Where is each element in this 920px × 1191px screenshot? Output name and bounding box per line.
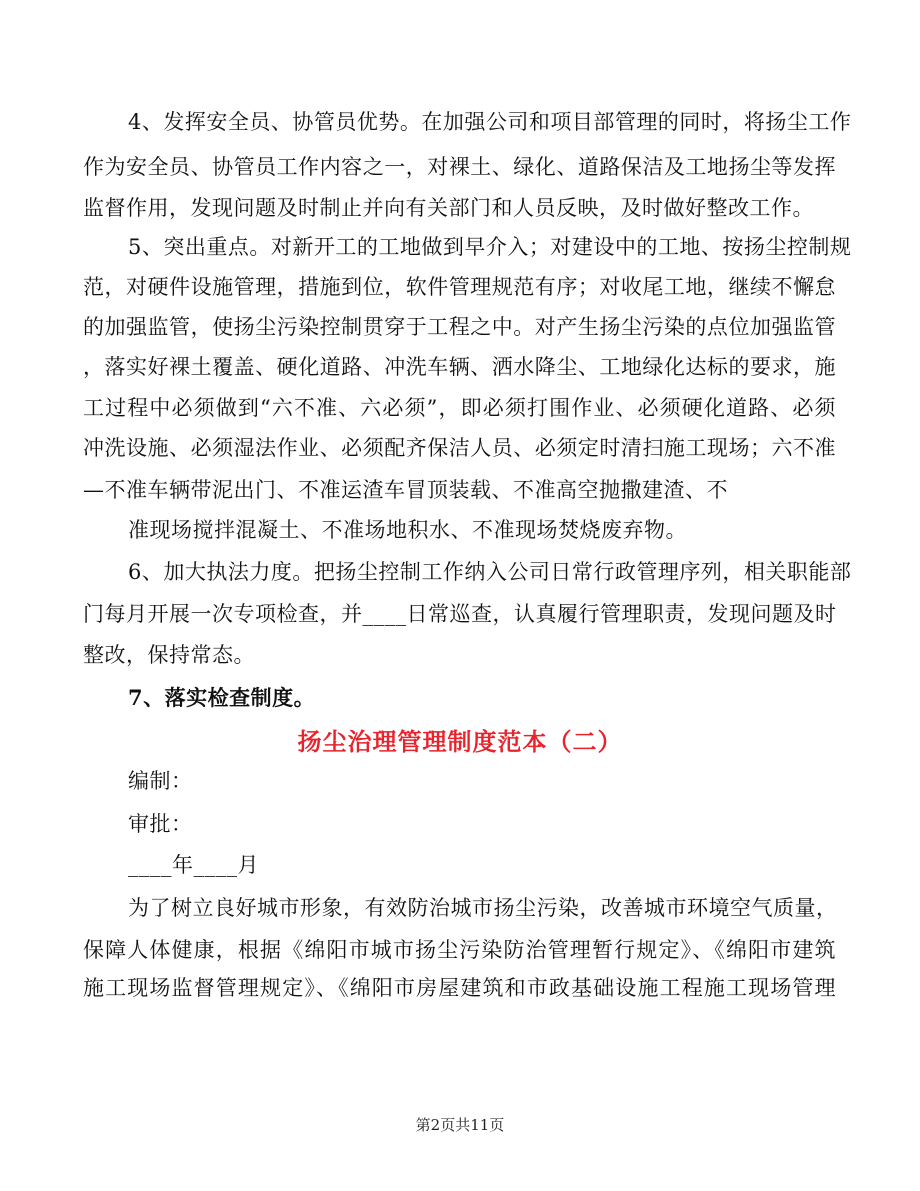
- intro-line3: 施工现场监督管理规定》、《绵阳市房屋建筑和市政基础设施工程施工现场管理: [83, 976, 836, 1000]
- item5-line4: ，落实好裸土覆盖、硬化道路、冲洗车辆、洒水降尘、工地绿化达标的要求，施: [83, 355, 836, 379]
- item4-line2: 作为安全员、协管员工作内容之一，对裸土、绿化、道路保洁及工地扬尘等发挥: [83, 155, 836, 179]
- date-line: ____年____月: [128, 853, 259, 877]
- approver-label: 审批：: [128, 812, 193, 836]
- compiler-label: 编制：: [128, 769, 193, 793]
- item5-line2: 范，对硬件设施管理，措施到位，软件管理规范有序；对收尾工地，继续不懈怠: [83, 275, 836, 299]
- item6-line3: 整改，保持常态。: [83, 643, 255, 667]
- item5-line8: 准现场搅拌混凝土、不准场地积水、不准现场焚烧废弃物。: [128, 518, 687, 542]
- item7-heading: 7、落实检查制度。: [128, 685, 316, 710]
- intro-line1: 为了树立良好城市形象，有效防治城市扬尘污染，改善城市环境空气质量，: [128, 896, 838, 920]
- item6-line2: 门每月开展一次专项检查，并____日常巡查，认真履行管理职责，发现问题及时: [83, 602, 837, 626]
- item6-line1: 6、加大执法力度。把扬尘控制工作纳入公司日常行政管理序列，相关职能部: [128, 560, 852, 584]
- item5-line6: 冲洗设施、必须湿法作业、必须配齐保洁人员、必须定时清扫施工现场；六不准: [83, 436, 836, 460]
- item5-line7: —不准车辆带泥出门、不准运渣车冒顶装载、不准高空抛撒建渣、不: [83, 478, 728, 502]
- page-footer: 第2页共11页: [415, 1116, 505, 1134]
- item4-line3: 监督作用，发现问题及时制止并向有关部门和人员反映，及时做好整改工作。: [83, 196, 814, 220]
- item5-line3: 的加强监管，使扬尘污染控制贯穿于工程之中。对产生扬尘污染的点位加强监管: [83, 315, 836, 339]
- item5-line5: 工过程中必须做到“六不准、六必须”，即必须打围作业、必须硬化道路、必须: [83, 396, 836, 420]
- section-title: 扬尘治理管理制度范本（二）: [297, 727, 623, 756]
- item5-line1: 5、突出重点。对新开工的工地做到早介入；对建设中的工地、按扬尘控制规: [128, 235, 852, 259]
- item4-line1: 4、发挥安全员、协管员优势。在加强公司和项目部管理的同时，将扬尘工作: [128, 110, 852, 134]
- intro-line2: 保障人体健康，根据《绵阳市城市扬尘污染防治管理暂行规定》、《绵阳市建筑: [83, 938, 836, 962]
